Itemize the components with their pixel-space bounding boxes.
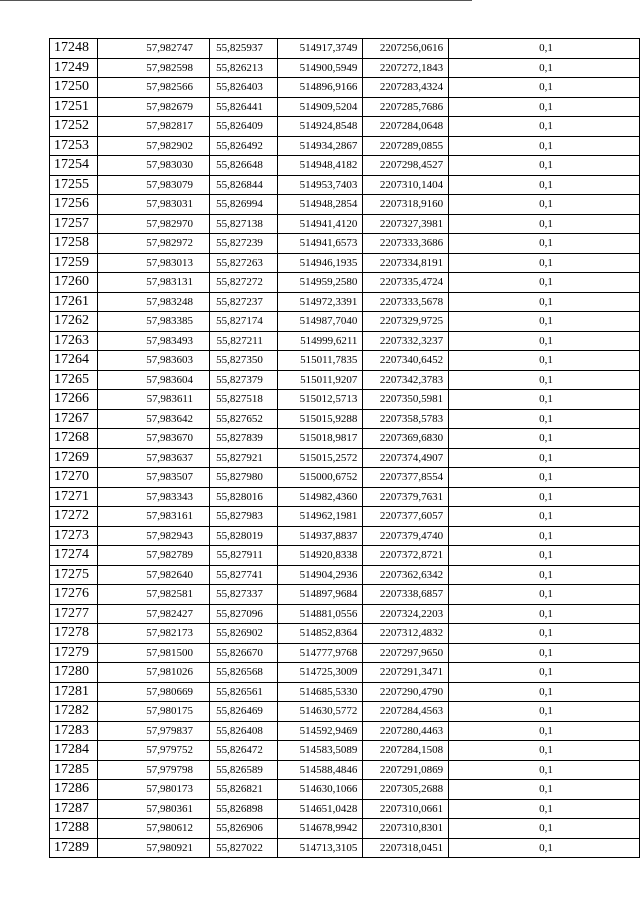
y-coordinate-cell: 2207340,6452 [363,351,449,371]
longitude-cell: 55,827980 [209,468,277,488]
latitude-cell: 57,982943 [97,526,209,546]
y-coordinate-cell: 2207334,8191 [363,253,449,273]
longitude-cell: 55,827379 [209,370,277,390]
accuracy-cell: 0,1 [449,819,640,839]
longitude-cell: 55,825937 [209,39,277,59]
accuracy-cell: 0,1 [449,546,640,566]
latitude-cell: 57,983604 [97,370,209,390]
latitude-cell: 57,983031 [97,195,209,215]
y-coordinate-cell: 2207333,3686 [363,234,449,254]
y-coordinate-cell: 2207362,6342 [363,565,449,585]
latitude-cell: 57,982970 [97,214,209,234]
longitude-cell: 55,826906 [209,819,277,839]
x-coordinate-cell: 515011,9207 [277,370,363,390]
y-coordinate-cell: 2207372,8721 [363,546,449,566]
longitude-cell: 55,827652 [209,409,277,429]
accuracy-cell: 0,1 [449,741,640,761]
accuracy-cell: 0,1 [449,780,640,800]
point-number-cell: 17261 [50,292,98,312]
y-coordinate-cell: 2207374,4907 [363,448,449,468]
longitude-cell: 55,827096 [209,604,277,624]
coordinate-table-body [50,39,640,858]
accuracy-cell: 0,1 [449,487,640,507]
latitude-cell: 57,982640 [97,565,209,585]
accuracy-cell: 0,1 [449,702,640,722]
latitude-cell: 57,983493 [97,331,209,351]
y-coordinate-cell: 2207283,4324 [363,78,449,98]
table-row [50,780,640,800]
accuracy-cell: 0,1 [449,78,640,98]
table-row [50,253,640,273]
longitude-cell: 55,828016 [209,487,277,507]
y-coordinate-cell: 2207289,0855 [363,136,449,156]
table-row [50,156,640,176]
accuracy-cell: 0,1 [449,351,640,371]
x-coordinate-cell: 514630,5772 [277,702,363,722]
x-coordinate-cell: 514917,3749 [277,39,363,59]
longitude-cell: 55,826589 [209,760,277,780]
longitude-cell: 55,826403 [209,78,277,98]
table-row [50,585,640,605]
y-coordinate-cell: 2207284,4563 [363,702,449,722]
y-coordinate-cell: 2207335,4724 [363,273,449,293]
x-coordinate-cell: 514897,9684 [277,585,363,605]
y-coordinate-cell: 2207291,3471 [363,663,449,683]
x-coordinate-cell: 514909,5204 [277,97,363,117]
point-number-cell: 17250 [50,78,98,98]
longitude-cell: 55,828019 [209,526,277,546]
longitude-cell: 55,826821 [209,780,277,800]
y-coordinate-cell: 2207333,5678 [363,292,449,312]
x-coordinate-cell: 514777,9768 [277,643,363,663]
longitude-cell: 55,826441 [209,97,277,117]
longitude-cell: 55,827350 [209,351,277,371]
x-coordinate-cell: 514583,5089 [277,741,363,761]
point-number-cell: 17288 [50,819,98,839]
latitude-cell: 57,980669 [97,682,209,702]
point-number-cell: 17266 [50,390,98,410]
latitude-cell: 57,979837 [97,721,209,741]
accuracy-cell: 0,1 [449,331,640,351]
latitude-cell: 57,982747 [97,39,209,59]
table-row [50,565,640,585]
longitude-cell: 55,826492 [209,136,277,156]
longitude-cell: 55,827237 [209,292,277,312]
latitude-cell: 57,980921 [97,838,209,858]
latitude-cell: 57,980173 [97,780,209,800]
point-number-cell: 17278 [50,624,98,644]
latitude-cell: 57,980175 [97,702,209,722]
table-row [50,468,640,488]
table-row [50,663,640,683]
x-coordinate-cell: 514941,6573 [277,234,363,254]
accuracy-cell: 0,1 [449,838,640,858]
y-coordinate-cell: 2207379,7631 [363,487,449,507]
table-row [50,429,640,449]
point-number-cell: 17275 [50,565,98,585]
x-coordinate-cell: 514982,4360 [277,487,363,507]
table-row [50,507,640,527]
x-coordinate-cell: 514713,3105 [277,838,363,858]
y-coordinate-cell: 2207324,2203 [363,604,449,624]
x-coordinate-cell: 514972,3391 [277,292,363,312]
table-row [50,682,640,702]
y-coordinate-cell: 2207369,6830 [363,429,449,449]
latitude-cell: 57,983603 [97,351,209,371]
x-coordinate-cell: 514881,0556 [277,604,363,624]
x-coordinate-cell: 514934,2867 [277,136,363,156]
point-number-cell: 17281 [50,682,98,702]
point-number-cell: 17262 [50,312,98,332]
accuracy-cell: 0,1 [449,214,640,234]
longitude-cell: 55,827174 [209,312,277,332]
longitude-cell: 55,826469 [209,702,277,722]
accuracy-cell: 0,1 [449,195,640,215]
latitude-cell: 57,981500 [97,643,209,663]
table-row [50,409,640,429]
longitude-cell: 55,827921 [209,448,277,468]
latitude-cell: 57,983507 [97,468,209,488]
longitude-cell: 55,826898 [209,799,277,819]
x-coordinate-cell: 514685,5330 [277,682,363,702]
accuracy-cell: 0,1 [449,663,640,683]
point-number-cell: 17254 [50,156,98,176]
latitude-cell: 57,982902 [97,136,209,156]
point-number-cell: 17271 [50,487,98,507]
point-number-cell: 17263 [50,331,98,351]
y-coordinate-cell: 2207318,0451 [363,838,449,858]
x-coordinate-cell: 514920,8338 [277,546,363,566]
longitude-cell: 55,826409 [209,117,277,137]
accuracy-cell: 0,1 [449,624,640,644]
y-coordinate-cell: 2207377,6057 [363,507,449,527]
point-number-cell: 17286 [50,780,98,800]
accuracy-cell: 0,1 [449,117,640,137]
longitude-cell: 55,826408 [209,721,277,741]
table-row [50,643,640,663]
longitude-cell: 55,827211 [209,331,277,351]
x-coordinate-cell: 515011,7835 [277,351,363,371]
table-row [50,39,640,59]
longitude-cell: 55,827337 [209,585,277,605]
point-number-cell: 17279 [50,643,98,663]
x-coordinate-cell: 514953,7403 [277,175,363,195]
point-number-cell: 17257 [50,214,98,234]
accuracy-cell: 0,1 [449,312,640,332]
accuracy-cell: 0,1 [449,448,640,468]
latitude-cell: 57,982581 [97,585,209,605]
y-coordinate-cell: 2207327,3981 [363,214,449,234]
x-coordinate-cell: 514948,4182 [277,156,363,176]
latitude-cell: 57,983079 [97,175,209,195]
accuracy-cell: 0,1 [449,58,640,78]
y-coordinate-cell: 2207290,4790 [363,682,449,702]
y-coordinate-cell: 2207350,5981 [363,390,449,410]
latitude-cell: 57,980361 [97,799,209,819]
x-coordinate-cell: 514904,2936 [277,565,363,585]
accuracy-cell: 0,1 [449,409,640,429]
table-row [50,526,640,546]
point-number-cell: 17287 [50,799,98,819]
table-row [50,234,640,254]
x-coordinate-cell: 515000,6752 [277,468,363,488]
point-number-cell: 17283 [50,721,98,741]
table-row [50,487,640,507]
table-row [50,370,640,390]
x-coordinate-cell: 514725,3009 [277,663,363,683]
point-number-cell: 17268 [50,429,98,449]
y-coordinate-cell: 2207272,1843 [363,58,449,78]
latitude-cell: 57,982173 [97,624,209,644]
y-coordinate-cell: 2207291,0869 [363,760,449,780]
longitude-cell: 55,827022 [209,838,277,858]
latitude-cell: 57,982817 [97,117,209,137]
latitude-cell: 57,983611 [97,390,209,410]
point-number-cell: 17277 [50,604,98,624]
x-coordinate-cell: 514651,0428 [277,799,363,819]
latitude-cell: 57,982789 [97,546,209,566]
point-number-cell: 17255 [50,175,98,195]
accuracy-cell: 0,1 [449,273,640,293]
latitude-cell: 57,979752 [97,741,209,761]
y-coordinate-cell: 2207310,0661 [363,799,449,819]
latitude-cell: 57,980612 [97,819,209,839]
latitude-cell: 57,982598 [97,58,209,78]
longitude-cell: 55,826902 [209,624,277,644]
longitude-cell: 55,826561 [209,682,277,702]
point-number-cell: 17259 [50,253,98,273]
longitude-cell: 55,826568 [209,663,277,683]
point-number-cell: 17256 [50,195,98,215]
coordinate-table-container [49,38,640,858]
longitude-cell: 55,827983 [209,507,277,527]
x-coordinate-cell: 514999,6211 [277,331,363,351]
y-coordinate-cell: 2207284,1508 [363,741,449,761]
accuracy-cell: 0,1 [449,604,640,624]
x-coordinate-cell: 515015,9288 [277,409,363,429]
point-number-cell: 17282 [50,702,98,722]
y-coordinate-cell: 2207379,4740 [363,526,449,546]
x-coordinate-cell: 514852,8364 [277,624,363,644]
accuracy-cell: 0,1 [449,175,640,195]
point-number-cell: 17280 [50,663,98,683]
point-number-cell: 17270 [50,468,98,488]
x-coordinate-cell: 514588,4846 [277,760,363,780]
accuracy-cell: 0,1 [449,234,640,254]
x-coordinate-cell: 514592,9469 [277,721,363,741]
accuracy-cell: 0,1 [449,643,640,663]
latitude-cell: 57,982972 [97,234,209,254]
longitude-cell: 55,827272 [209,273,277,293]
x-coordinate-cell: 515015,2572 [277,448,363,468]
longitude-cell: 55,826994 [209,195,277,215]
latitude-cell: 57,983642 [97,409,209,429]
table-row [50,117,640,137]
y-coordinate-cell: 2207338,6857 [363,585,449,605]
x-coordinate-cell: 514937,8837 [277,526,363,546]
accuracy-cell: 0,1 [449,799,640,819]
y-coordinate-cell: 2207312,4832 [363,624,449,644]
point-number-cell: 17273 [50,526,98,546]
latitude-cell: 57,983013 [97,253,209,273]
y-coordinate-cell: 2207310,8301 [363,819,449,839]
y-coordinate-cell: 2207342,3783 [363,370,449,390]
latitude-cell: 57,983248 [97,292,209,312]
point-number-cell: 17289 [50,838,98,858]
y-coordinate-cell: 2207280,4463 [363,721,449,741]
table-row [50,721,640,741]
table-row [50,331,640,351]
table-row [50,58,640,78]
latitude-cell: 57,982566 [97,78,209,98]
x-coordinate-cell: 514941,4120 [277,214,363,234]
table-row [50,546,640,566]
x-coordinate-cell: 514924,8548 [277,117,363,137]
x-coordinate-cell: 514948,2854 [277,195,363,215]
table-row [50,760,640,780]
latitude-cell: 57,981026 [97,663,209,683]
accuracy-cell: 0,1 [449,760,640,780]
accuracy-cell: 0,1 [449,136,640,156]
latitude-cell: 57,983030 [97,156,209,176]
accuracy-cell: 0,1 [449,429,640,449]
accuracy-cell: 0,1 [449,253,640,273]
point-number-cell: 17272 [50,507,98,527]
x-coordinate-cell: 515012,5713 [277,390,363,410]
x-coordinate-cell: 514987,7040 [277,312,363,332]
y-coordinate-cell: 2207298,4527 [363,156,449,176]
y-coordinate-cell: 2207284,0648 [363,117,449,137]
accuracy-cell: 0,1 [449,292,640,312]
y-coordinate-cell: 2207377,8554 [363,468,449,488]
latitude-cell: 57,982427 [97,604,209,624]
latitude-cell: 57,979798 [97,760,209,780]
accuracy-cell: 0,1 [449,565,640,585]
latitude-cell: 57,983343 [97,487,209,507]
y-coordinate-cell: 2207285,7686 [363,97,449,117]
x-coordinate-cell: 514900,5949 [277,58,363,78]
y-coordinate-cell: 2207318,9160 [363,195,449,215]
accuracy-cell: 0,1 [449,390,640,410]
point-number-cell: 17249 [50,58,98,78]
table-row [50,741,640,761]
y-coordinate-cell: 2207297,9650 [363,643,449,663]
table-row [50,136,640,156]
longitude-cell: 55,827138 [209,214,277,234]
accuracy-cell: 0,1 [449,585,640,605]
point-number-cell: 17252 [50,117,98,137]
y-coordinate-cell: 2207332,3237 [363,331,449,351]
x-coordinate-cell: 514962,1981 [277,507,363,527]
x-coordinate-cell: 515018,9817 [277,429,363,449]
accuracy-cell: 0,1 [449,526,640,546]
y-coordinate-cell: 2207358,5783 [363,409,449,429]
accuracy-cell: 0,1 [449,156,640,176]
y-coordinate-cell: 2207310,1404 [363,175,449,195]
accuracy-cell: 0,1 [449,97,640,117]
latitude-cell: 57,983131 [97,273,209,293]
table-row [50,624,640,644]
y-coordinate-cell: 2207305,2688 [363,780,449,800]
accuracy-cell: 0,1 [449,682,640,702]
point-number-cell: 17285 [50,760,98,780]
point-number-cell: 17274 [50,546,98,566]
page-top-rule [0,0,472,1]
longitude-cell: 55,826648 [209,156,277,176]
longitude-cell: 55,827239 [209,234,277,254]
accuracy-cell: 0,1 [449,39,640,59]
table-row [50,214,640,234]
table-row [50,838,640,858]
table-row [50,604,640,624]
table-row [50,312,640,332]
point-number-cell: 17264 [50,351,98,371]
longitude-cell: 55,827518 [209,390,277,410]
accuracy-cell: 0,1 [449,468,640,488]
table-row [50,819,640,839]
table-row [50,799,640,819]
table-row [50,448,640,468]
point-number-cell: 17269 [50,448,98,468]
coordinate-table [49,38,640,858]
point-number-cell: 17276 [50,585,98,605]
y-coordinate-cell: 2207256,0616 [363,39,449,59]
table-row [50,390,640,410]
x-coordinate-cell: 514678,9942 [277,819,363,839]
longitude-cell: 55,826472 [209,741,277,761]
longitude-cell: 55,826670 [209,643,277,663]
longitude-cell: 55,827911 [209,546,277,566]
table-row [50,175,640,195]
table-row [50,351,640,371]
table-row [50,97,640,117]
longitude-cell: 55,827263 [209,253,277,273]
table-row [50,78,640,98]
latitude-cell: 57,982679 [97,97,209,117]
accuracy-cell: 0,1 [449,721,640,741]
table-row [50,273,640,293]
x-coordinate-cell: 514946,1935 [277,253,363,273]
table-row [50,195,640,215]
y-coordinate-cell: 2207329,9725 [363,312,449,332]
latitude-cell: 57,983385 [97,312,209,332]
point-number-cell: 17265 [50,370,98,390]
table-row [50,292,640,312]
point-number-cell: 17284 [50,741,98,761]
longitude-cell: 55,826213 [209,58,277,78]
longitude-cell: 55,827741 [209,565,277,585]
point-number-cell: 17253 [50,136,98,156]
point-number-cell: 17248 [50,39,98,59]
point-number-cell: 17260 [50,273,98,293]
x-coordinate-cell: 514896,9166 [277,78,363,98]
latitude-cell: 57,983161 [97,507,209,527]
accuracy-cell: 0,1 [449,507,640,527]
longitude-cell: 55,826844 [209,175,277,195]
accuracy-cell: 0,1 [449,370,640,390]
point-number-cell: 17267 [50,409,98,429]
x-coordinate-cell: 514630,1066 [277,780,363,800]
latitude-cell: 57,983637 [97,448,209,468]
longitude-cell: 55,827839 [209,429,277,449]
x-coordinate-cell: 514959,2580 [277,273,363,293]
latitude-cell: 57,983670 [97,429,209,449]
point-number-cell: 17251 [50,97,98,117]
table-row [50,702,640,722]
point-number-cell: 17258 [50,234,98,254]
